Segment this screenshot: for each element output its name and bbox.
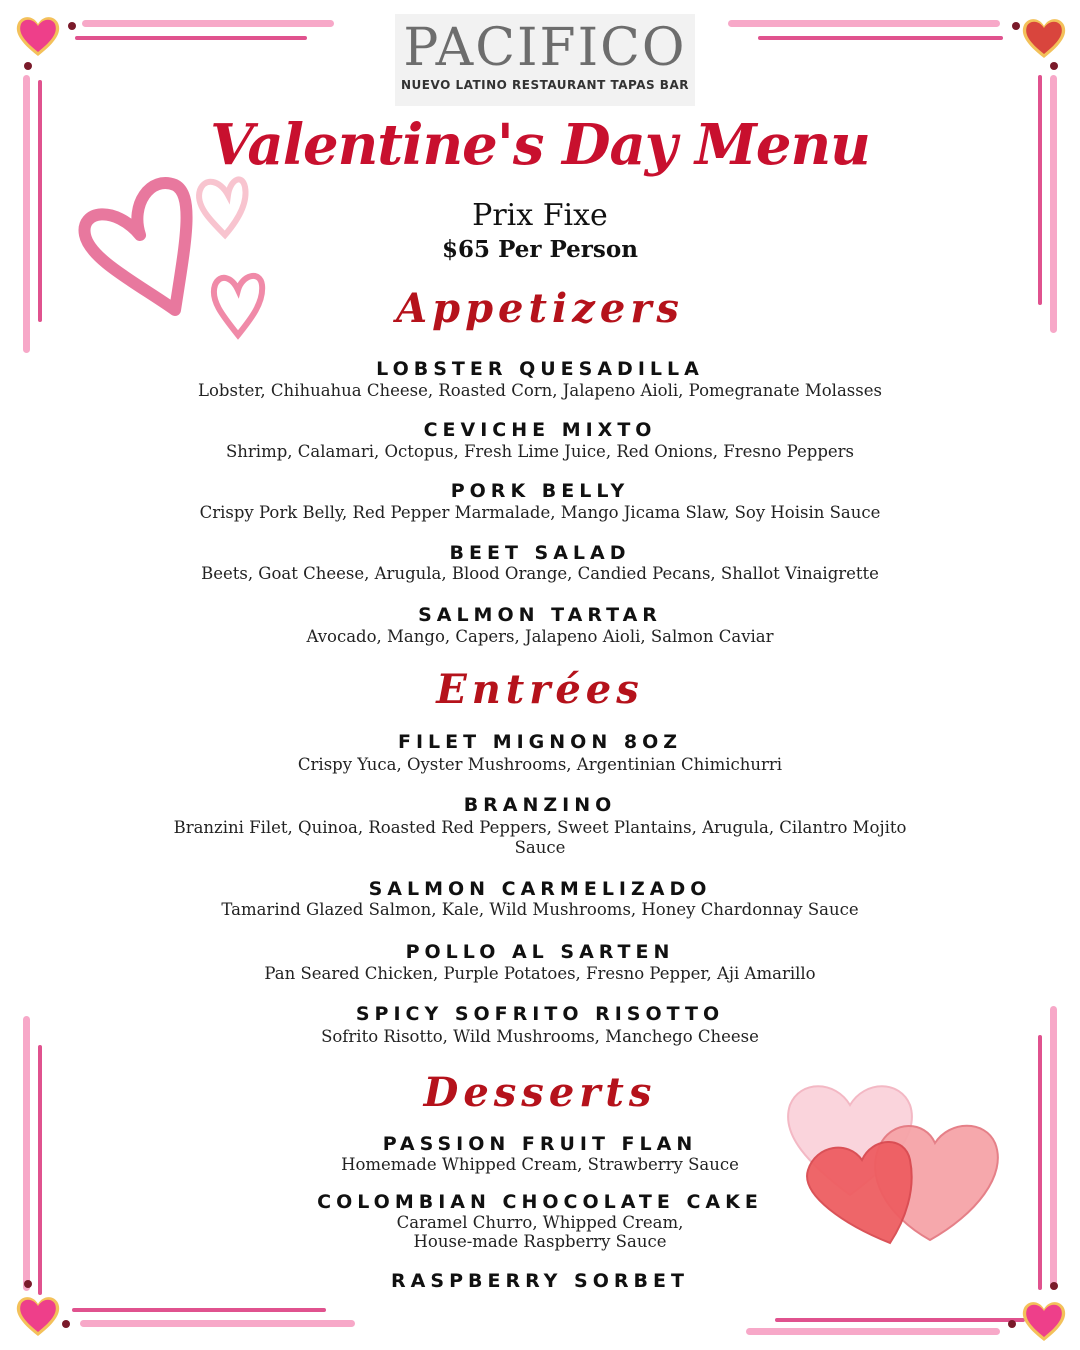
dish-description: Caramel Churro, Whipped Cream, (396, 1213, 684, 1232)
dish-name: COLOMBIAN CHOCOLATE CAKE (317, 1191, 763, 1213)
logo-name: PACIFICO (403, 18, 687, 78)
corner-dot (1008, 1320, 1016, 1328)
dish-name: POLLO AL SARTEN (405, 941, 675, 963)
dish-name: FILET MIGNON 8OZ (398, 731, 682, 753)
dish-description: Shrimp, Calamari, Octopus, Fresh Lime Juice, Red Onions, Fresno Peppers (225, 442, 854, 461)
border-line (75, 36, 307, 40)
dish-description: Crispy Yuca, Oyster Mushrooms, Argentinian Chimichurri (297, 755, 783, 774)
corner-heart-icon (12, 1290, 64, 1340)
border-line (758, 36, 1003, 40)
price-label: $65 Per Person (442, 236, 638, 263)
dish-description: Lobster, Chihuahua Cheese, Roasted Corn, Jalapeno Aioli, Pomegranate Molasses (198, 381, 882, 400)
dish-description: House-made Raspberry Sauce (413, 1232, 667, 1251)
corner-dot (68, 22, 76, 30)
corner-dot (24, 62, 32, 70)
corner-dot (1050, 62, 1058, 70)
border-line (82, 20, 334, 27)
dish-description: Homemade Whipped Cream, Strawberry Sauce (341, 1155, 739, 1174)
dish-name: SALMON TARTAR (418, 604, 662, 626)
section-heading-desserts: Desserts (423, 1069, 657, 1116)
dish-description: Pan Seared Chicken, Purple Potatoes, Fresno Pepper, Aji Amarillo (264, 964, 816, 983)
border-line (746, 1328, 1000, 1335)
dish-name: LOBSTER QUESADILLA (376, 358, 704, 380)
dish-name: RASPBERRY SORBET (391, 1270, 689, 1292)
menu-title: Valentine's Day Menu (210, 112, 870, 178)
dish-description: Branzini Filet, Quinoa, Roasted Red Peppers, Sweet Plantains, Arugula, Cilantro Mojito (173, 818, 907, 837)
prix-fixe-label: Prix Fixe (472, 198, 608, 233)
restaurant-logo (395, 14, 695, 106)
dish-description: Sofrito Risotto, Wild Mushrooms, Manchego Cheese (321, 1027, 759, 1046)
border-line (72, 1308, 326, 1312)
border-line (1038, 75, 1042, 305)
dish-description: Avocado, Mango, Capers, Jalapeno Aioli, Salmon Caviar (306, 627, 774, 646)
dish-description: Beets, Goat Cheese, Arugula, Blood Orange, Candied Pecans, Shallot Vinaigrette (201, 564, 879, 583)
dish-name: BEET SALAD (449, 542, 631, 564)
border-line (80, 1320, 355, 1327)
dish-description: Tamarind Glazed Salmon, Kale, Wild Mushrooms, Honey Chardonnay Sauce (221, 900, 859, 919)
dish-name: PORK BELLY (450, 480, 630, 502)
section-heading-entrees: Entrées (436, 666, 644, 713)
corner-heart-icon (12, 10, 64, 60)
dish-description: Crispy Pork Belly, Red Pepper Marmalade, Mango Jicama Slaw, Soy Hoisin Sauce (199, 503, 881, 522)
dish-name: SPICY SOFRITO RISOTTO (355, 1003, 725, 1025)
dish-name: SALMON CARMELIZADO (368, 878, 712, 900)
section-heading-appetizers: Appetizers (396, 285, 684, 332)
dish-name: CEVICHE MIXTO (423, 419, 657, 441)
border-line (728, 20, 1000, 27)
corner-heart-icon (1018, 1295, 1070, 1345)
logo-subtitle: NUEVO LATINO RESTAURANT TAPAS BAR (401, 78, 689, 92)
dish-description: Sauce (514, 838, 566, 857)
corner-heart-icon (1018, 12, 1070, 62)
border-line (775, 1318, 1025, 1322)
dish-name: PASSION FRUIT FLAN (382, 1133, 698, 1155)
dish-name: BRANZINO (463, 794, 617, 816)
